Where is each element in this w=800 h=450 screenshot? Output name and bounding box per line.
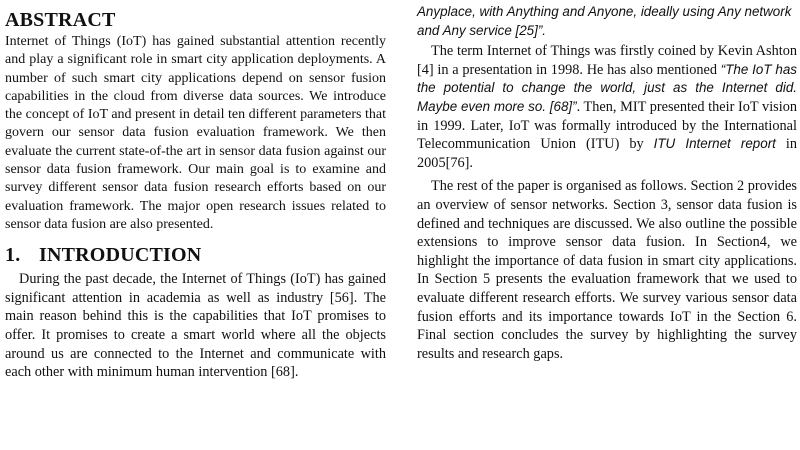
introduction-paragraph-3: The rest of the paper is organised as follows. Section 2 provides an overview of sensor networks. Section 3, sensor data fusion is defined and techniques are discussed. We also outline the possible extensions to improve sensor data fusion. In Section4, we highlight the importance of data fusion in smart city applications. In Section 5 presents the evaluation framework that we used to evaluate different research efforts. We survey various sensor data fusion efforts and its importance towards IoT in the Section 6. Final section concludes the survey by highlighting the survey results and research gaps.	[417, 178, 797, 362]
introduction-paragraph-1: During the past decade, the Internet of Things (IoT) has gained significant attention in academia as well as industry [56]. The main reason behind this is the capabilities that IoT promises to offer. It promises to create a smart world where all the objects around us are connected to the Internet and communicate with each other with minimum human intervention [68].	[5, 271, 386, 381]
paragraph2-mid: . Then, MIT presented their IoT vision in 1999. Later, IoT was formally introduced by the International Telecommunication Union (ITU) by	[417, 98, 797, 153]
itu-report-title: ITU Internet report	[653, 136, 776, 152]
quote-continuation: Anyplace, with Anything and Anyone, ideally using Any network and Any service [25]”.	[417, 4, 792, 38]
right-column	[417, 0, 797, 363]
introduction-paragraph-2	[417, 42, 797, 172]
left-column	[5, 0, 386, 382]
paragraph2-end: in 2005[76].	[417, 136, 797, 171]
section-number: 1.	[5, 244, 21, 267]
abstract-heading: ABSTRACT	[5, 9, 116, 31]
paragraph2-start: The term Internet of Things was firstly coined by Kevin Ashton [4] in a presentation in 1998. He has also mentioned	[417, 43, 797, 78]
ashton-quote: “The IoT has the potential to change the world, just as the Internet did. Maybe even more so. [68]”	[417, 61, 797, 114]
introduction-heading	[5, 244, 386, 266]
abstract-paragraph: Internet of Things (IoT) has gained substantial attention recently and play a significant role in smart city application deployments. A number of such smart city applications depend on sensor fusion capabilities in the cloud from diverse data sources. We introduce the concept of IoT and present in detail ten different parameters that govern our sensor data fusion evaluation framework. We then evaluate the current state-of-the art in sensor data fusion against our sensor data fusion framework. Our main goal is to examine and survey different sensor data fusion research efforts based on our evaluation framework. The major open research issues related to sensor data fusion are also presented.	[5, 34, 386, 232]
section-title: INTRODUCTION	[39, 244, 202, 267]
